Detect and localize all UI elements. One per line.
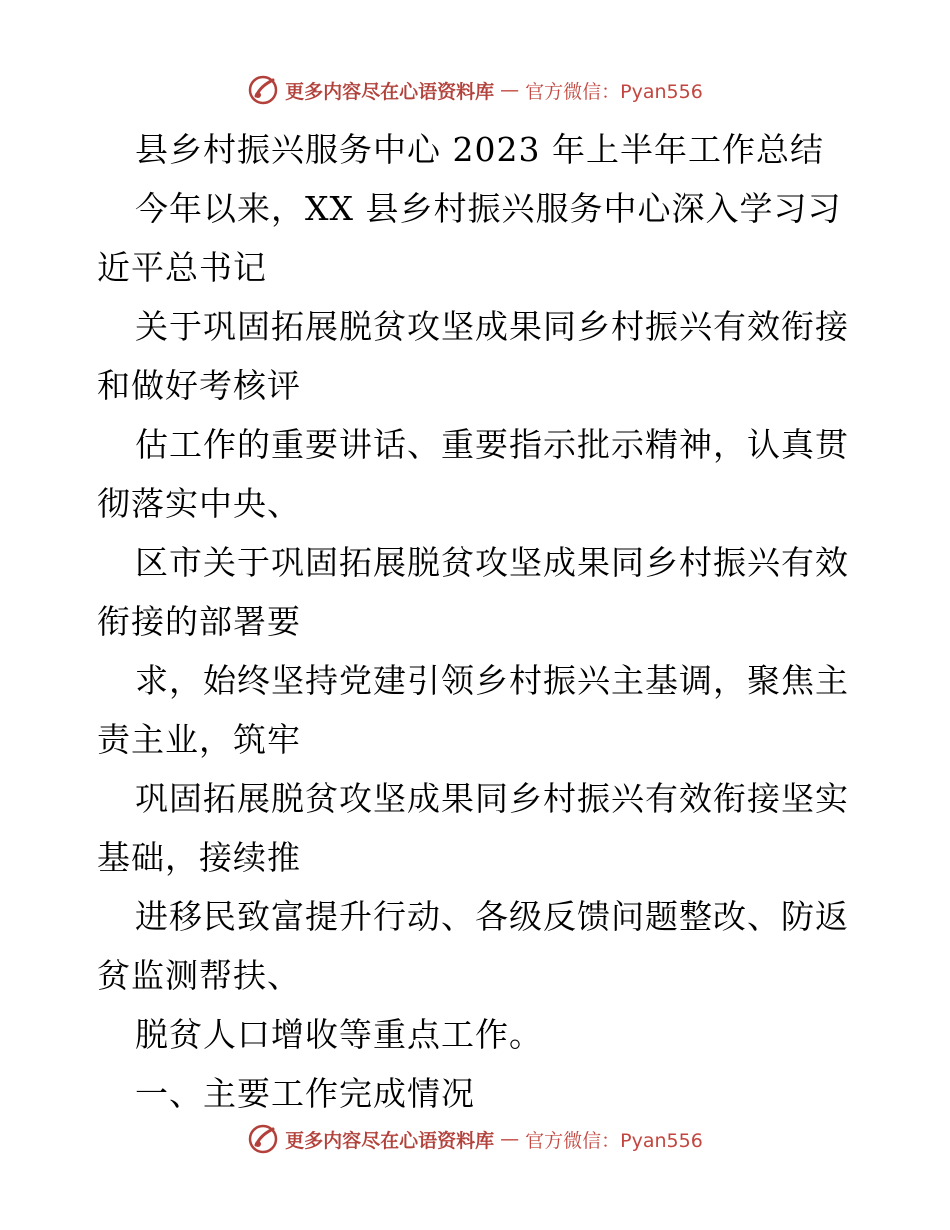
- text-line: 巩固拓展脱贫攻坚成果同乡村振兴有效衔接坚实: [135, 779, 849, 818]
- footer-slogan: 更多内容尽在心语资料库: [285, 1129, 495, 1152]
- header-banner: [0, 70, 950, 110]
- document-body: [97, 120, 857, 1123]
- footer-dash: —: [500, 1128, 520, 1150]
- text-line: 脱贫人口增收等重点工作。: [135, 1015, 543, 1054]
- footer-banner: [0, 1119, 950, 1159]
- section-heading: 一、主要工作完成情况: [135, 1074, 475, 1113]
- text-line: 和做好考核评: [97, 366, 301, 405]
- document-title: 县乡村振兴服务中心 2023 年上半年工作总结: [135, 130, 824, 169]
- header-wechat: 官方微信：Pyan556: [525, 80, 703, 103]
- brush-seal-icon: [247, 74, 279, 106]
- footer-wechat: 官方微信：Pyan556: [525, 1129, 703, 1152]
- text-line: 关于巩固拓展脱贫攻坚成果同乡村振兴有效衔接: [135, 307, 849, 346]
- text-line: 衔接的部署要: [97, 602, 301, 641]
- text-line: 彻落实中央、: [97, 484, 301, 523]
- text-line: 贫监测帮扶、: [97, 956, 301, 995]
- text-line: 近平总书记: [97, 248, 267, 287]
- text-line: 估工作的重要讲话、重要指示批示精神，认真贯: [135, 425, 849, 464]
- header-slogan: 更多内容尽在心语资料库: [285, 80, 495, 103]
- text-line: 基础，接续推: [97, 838, 301, 877]
- text-line: 今年以来，XX 县乡村振兴服务中心深入学习习: [135, 189, 842, 228]
- text-line: 区市关于巩固拓展脱贫攻坚成果同乡村振兴有效: [135, 543, 849, 582]
- text-line: 求，始终坚持党建引领乡村振兴主基调，聚焦主: [135, 661, 849, 700]
- text-line: 责主业，筑牢: [97, 720, 301, 759]
- brush-seal-icon: [247, 1123, 279, 1155]
- text-line: 进移民致富提升行动、各级反馈问题整改、防返: [135, 897, 849, 936]
- header-dash: —: [500, 79, 520, 101]
